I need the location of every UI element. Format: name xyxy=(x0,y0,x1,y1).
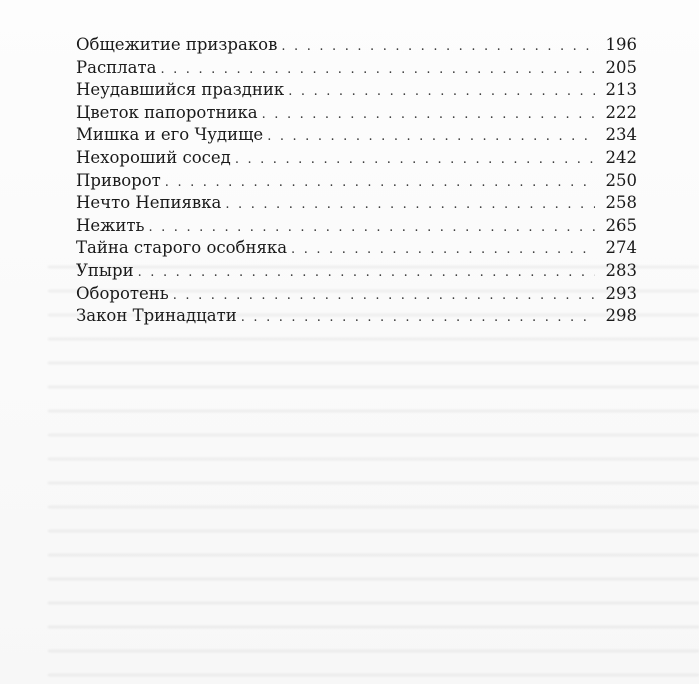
toc-entry-page: 258 xyxy=(605,193,637,213)
dot-leader xyxy=(173,285,595,308)
toc-entry xyxy=(76,34,637,57)
dot-leader xyxy=(267,126,595,149)
toc-entry xyxy=(76,170,637,193)
dot-leader xyxy=(160,59,595,82)
dot-leader xyxy=(288,81,595,104)
toc-entry-page: 242 xyxy=(605,147,637,167)
toc-entry xyxy=(76,283,637,306)
toc-entry xyxy=(76,192,637,215)
dot-leader xyxy=(281,36,595,59)
toc-entry-title: Упыри xyxy=(76,260,134,280)
toc-entry-title: Общежитие призраков xyxy=(76,35,278,54)
toc-entry xyxy=(76,124,637,147)
toc-entry-title: Нечто Непиявка xyxy=(76,193,222,213)
toc-entry-title: Оборотень xyxy=(76,283,169,303)
toc-entry-page: 234 xyxy=(605,125,637,145)
dot-leader xyxy=(235,149,595,172)
toc-entry-title: Мишка и его Чудище xyxy=(76,125,264,145)
toc-entry-title: Закон Тринадцати xyxy=(76,306,237,326)
toc-entry-title: Цветок папоротника xyxy=(76,102,258,122)
toc-entry-page: 213 xyxy=(605,80,637,100)
toc-entry-page: 298 xyxy=(605,306,637,326)
dot-leader xyxy=(225,194,595,217)
dot-leader xyxy=(241,307,595,330)
toc-entry-title: Расплата xyxy=(76,57,157,77)
toc-entry-title: Приворот xyxy=(76,170,161,190)
table-of-contents xyxy=(76,34,637,328)
toc-entry xyxy=(76,57,637,80)
toc-entry-page: 274 xyxy=(605,238,637,258)
dot-leader xyxy=(262,104,595,127)
toc-entry-page: 293 xyxy=(605,283,637,303)
toc-entry-title: Нежить xyxy=(76,215,145,235)
toc-entry xyxy=(76,102,637,125)
toc-entry-page: 222 xyxy=(605,102,637,122)
dot-leader xyxy=(148,217,595,240)
dot-leader xyxy=(138,262,595,285)
toc-entry xyxy=(76,237,637,260)
toc-entry-title: Тайна старого особняка xyxy=(76,238,288,258)
toc-entry xyxy=(76,215,637,238)
toc-entry-page: 283 xyxy=(605,260,637,280)
toc-entry-page: 250 xyxy=(605,170,637,190)
toc-entry xyxy=(76,305,637,328)
toc-entry-page: 205 xyxy=(605,57,637,77)
toc-entry-page: 196 xyxy=(605,35,637,54)
dot-leader xyxy=(165,172,595,195)
dot-leader xyxy=(291,239,595,262)
toc-entry xyxy=(76,260,637,283)
toc-entry xyxy=(76,79,637,102)
toc-entry xyxy=(76,147,637,170)
toc-entry-page: 265 xyxy=(605,215,637,235)
toc-entry-title: Неудавшийся праздник xyxy=(76,80,285,100)
toc-entry-title: Нехороший сосед xyxy=(76,147,231,167)
